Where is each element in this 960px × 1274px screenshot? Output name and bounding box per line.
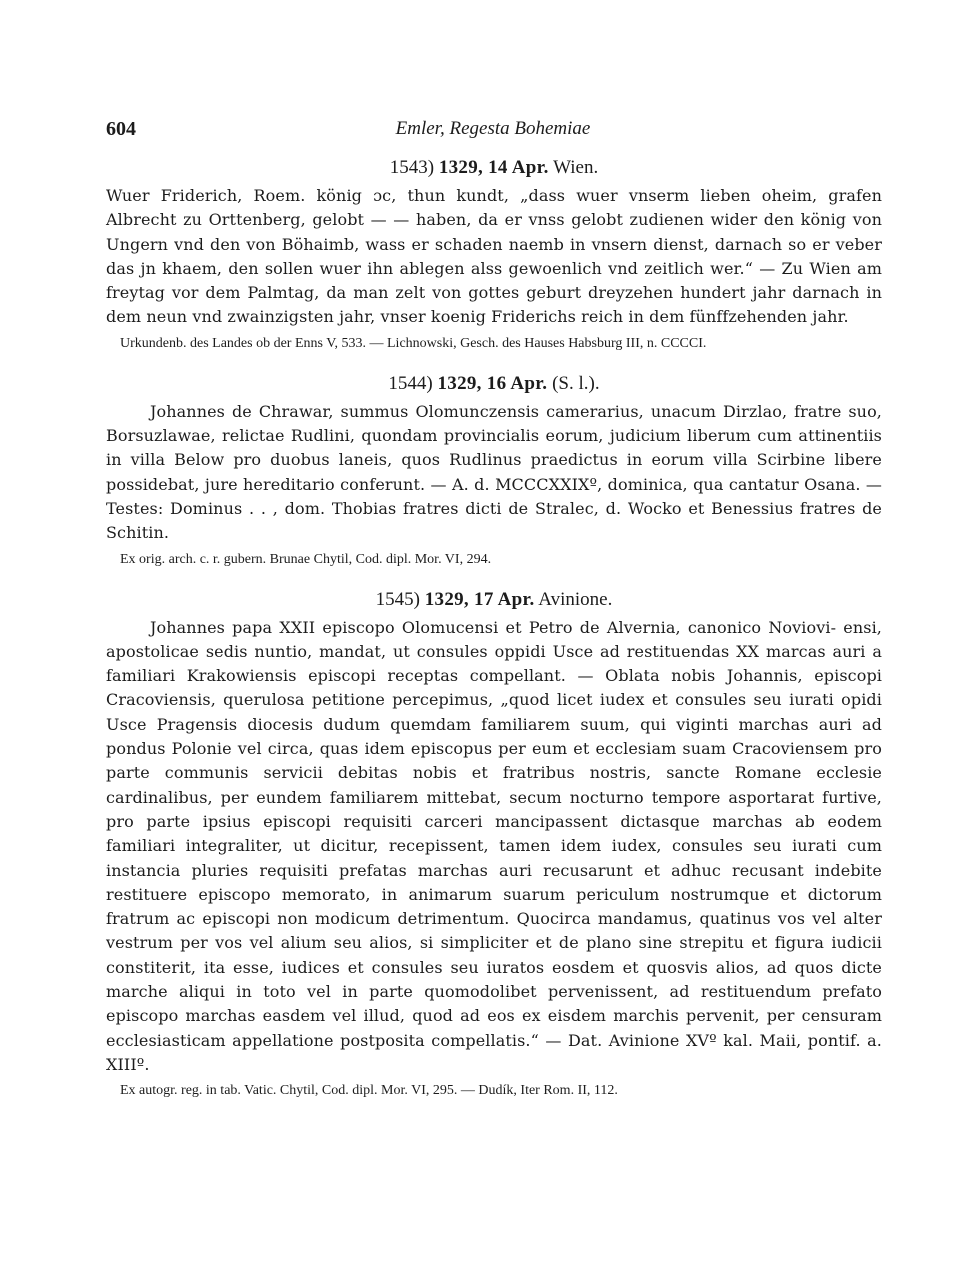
- running-title: Emler, Regesta Bohemiae: [395, 118, 591, 139]
- entry-heading: [106, 152, 882, 184]
- entry-1543: [106, 152, 882, 354]
- entry-heading: [106, 368, 882, 400]
- page-content: [106, 152, 882, 1115]
- entry-place: Avinione.: [538, 588, 613, 610]
- entry-date: 1329, 14 Apr.: [438, 157, 549, 178]
- entry-place: Wien.: [553, 157, 599, 178]
- entry-heading: [106, 584, 882, 616]
- entry-source: Ex orig. arch. c. r. gubern. Brunae Chytil, Cod. dipl. Mor. VI, 294.: [120, 551, 492, 567]
- entry-number: 1544): [388, 372, 433, 394]
- entry-date: 1329, 16 Apr.: [437, 372, 548, 394]
- entry-text: Johannes de Chrawar, summus Olomunczensis camerarius, unacum Dirzlao, fratre suo, Borsuzlawae, relictae Rudlini, quondam provincialis eorum, judicium liberum cum attinentiis in villa Below pro duobus laneis, quos Rudlinus praedictus in eorum villa Scirbine libere possidebat, jure hereditario conferunt. — A. d. MCCCXXIXº, dominica, qua cantatur Osana. — Testes: Dominus . . , dom. Thobias fratres dicti de Stralec, d. Wocko et Benessius fratres de Schitin.: [106, 401, 882, 543]
- entry-date: 1329, 17 Apr.: [424, 588, 535, 610]
- entry-number: 1543): [389, 157, 435, 178]
- entry-source: Urkundenb. des Landes ob der Enns V, 533. — Lichnowski, Gesch. des Hauses Habsburg III, n. CCCCI.: [120, 335, 707, 351]
- entry-1545: [106, 584, 882, 1102]
- entry-place: (S. l.).: [552, 372, 600, 394]
- page-number: 604: [106, 118, 136, 140]
- entry-text: Johannes papa XXII episcopo Olomucensi et Petro de Alvernia, canonico Noviovi- ensi, apostolicae sedis nuntio, mandat, ut consules oppidi Usce ad restituendas XX marcas auri a familiari Krakowiensis episcopi receptas compellant. — Oblata nobis Johannis, episcopi Cracoviensis, querulosa petitione percepimus, „quod licet iudex et consules seu iurati opidi Usce Pragensis diocesis dudum quemdam familiarem suum, qui viginti marchas auri ad pondus Polonie vel circa, quas idem episcopus per eum et ecclesiam suam Cracoviensem pro parte communis servicii debitas nobis et fratribus nostris, sancte Romane ecclesie cardinalibus, per eundem familiarem mittebat, secum nocturno tempore asportarat furtive, pro parte ipsius episcopi requisiti carceri mancipassent dictasque marchas ab eodem familiari integraliter, ut dicitur, recepissent, tamen idem iudex, consules seu iurati cum instancia pluries requisiti prefatas marchas auri recusarunt et adhuc recusant indebite restituere episcopo memorato, in animarum suarum periculum nostrumque et dictorum fratrum ac episcopi non modicum detrimentum. Quocirca mandamus, quatinus vos vel alter vestrum per vos vel alium seu alios, si simpliciter et de plano sine strepitu et figura iudicii constiterit, ita esse, iudices et consules seu iuratos eosdem et quosvis alios, ad quos dicte marche aliqui in toto vel in parte quomodolibet pervenissent, ad restituendum prefato episcopo marchas easdem vel illud, quod ad eos ex eisdem marchis pervenit, per censuram ecclesiasticam appellatione postposita compellatis.“ — Dat. Avinione XVº kal. Maii, pontif. a. XIIIº.: [106, 617, 882, 1074]
- entry-number: 1545): [375, 588, 420, 610]
- running-head: [106, 118, 880, 144]
- entry-source: Ex autogr. reg. in tab. Vatic. Chytil, Cod. dipl. Mor. VI, 295. — Dudík, Iter Rom. II, 112.: [120, 1083, 618, 1099]
- entry-1544: [106, 368, 882, 570]
- entry-text: Wuer Friderich, Roem. könig ɔc, thun kundt, „dass wuer vnserm lieben oheim, grafen Albrecht zu Orttenberg, gelobt — — haben, da er vnss gelobt zudienen wider den könig von Ungern vnd den von Böhaimb, wass er schaden naemb in vnsern dienst, darnach so er veber das jn khaem, den sollen wuer ihn ablegen alss gewoenlich vnd zeitlich wer.“ — Zu Wien am freytag vor dem Palmtag, da man zelt von gottes geburt dreyzehen hundert jahr darnach in dem neun vnd zwainzigsten jahr, vnser koenig Friderichs reich in dem fünffzehenden jahr.: [106, 186, 882, 327]
